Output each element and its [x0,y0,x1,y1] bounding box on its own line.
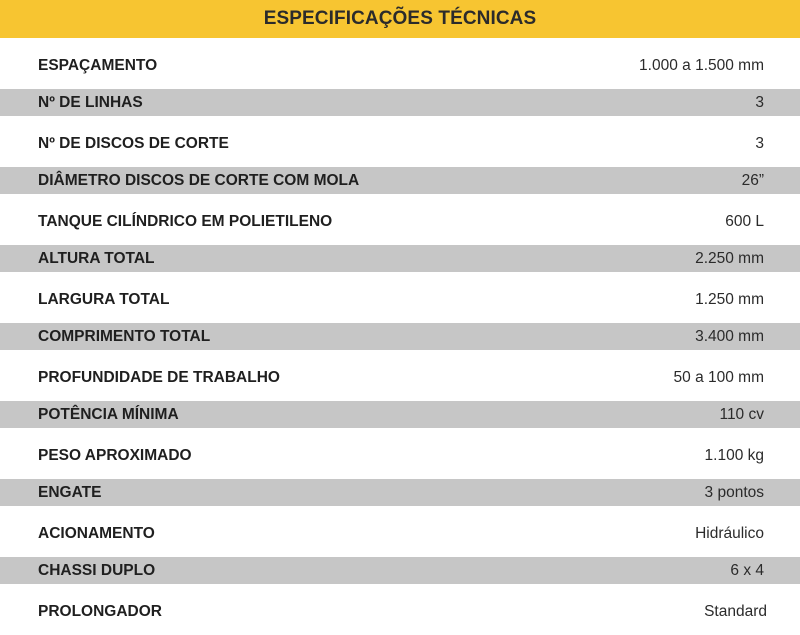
spec-row [0,350,800,401]
spec-value: 110 cv [719,405,764,423]
spec-value: 2.250 mm [695,249,764,267]
spec-label: DIÂMETRO DISCOS DE CORTE COM MOLA [38,171,360,189]
spec-row [0,428,800,479]
spec-row [0,116,800,167]
spec-header [0,0,800,38]
spec-value: 1.100 kg [704,446,764,464]
spec-label: COMPRIMENTO TOTAL [38,327,211,345]
spec-row [0,401,800,428]
spec-row [0,38,800,89]
spec-label: Nº DE LINHAS [38,93,143,111]
spec-row [0,584,800,635]
spec-row [0,272,800,323]
spec-value: 6 x 4 [730,561,764,579]
spec-value: 3.400 mm [695,327,764,345]
spec-value: 26” [741,171,764,189]
spec-row [0,479,800,506]
spec-label: ESPAÇAMENTO [38,56,158,74]
spec-value: 3 [755,93,764,111]
spec-label: ENGATE [38,483,102,501]
spec-label: PROLONGADOR [38,602,162,620]
spec-table [0,38,800,635]
spec-row [0,506,800,557]
spec-value: 50 a 100 mm [673,368,764,386]
spec-row [0,89,800,116]
spec-value: 1.000 a 1.500 mm [639,56,764,74]
spec-label: TANQUE CILÍNDRICO EM POLIETILENO [38,212,333,230]
spec-value: Hidráulico [695,524,764,542]
spec-label: PESO APROXIMADO [38,446,192,464]
spec-label: ALTURA TOTAL [38,249,155,267]
spec-value: Standard [704,602,767,620]
spec-value: 600 L [725,212,764,230]
spec-value: 3 pontos [704,483,764,501]
spec-label: LARGURA TOTAL [38,290,170,308]
spec-label: CHASSI DUPLO [38,561,156,579]
spec-label: Nº DE DISCOS DE CORTE [38,134,229,152]
spec-row [0,194,800,245]
spec-label: PROFUNDIDADE DE TRABALHO [38,368,280,386]
spec-label: POTÊNCIA MÍNIMA [38,405,179,423]
spec-label: ACIONAMENTO [38,524,155,542]
spec-value: 1.250 mm [695,290,764,308]
spec-row [0,557,800,584]
spec-row [0,245,800,272]
spec-title: ESPECIFICAÇÕES TÉCNICAS [263,8,537,29]
spec-row [0,167,800,194]
spec-row [0,323,800,350]
spec-value: 3 [755,134,764,152]
